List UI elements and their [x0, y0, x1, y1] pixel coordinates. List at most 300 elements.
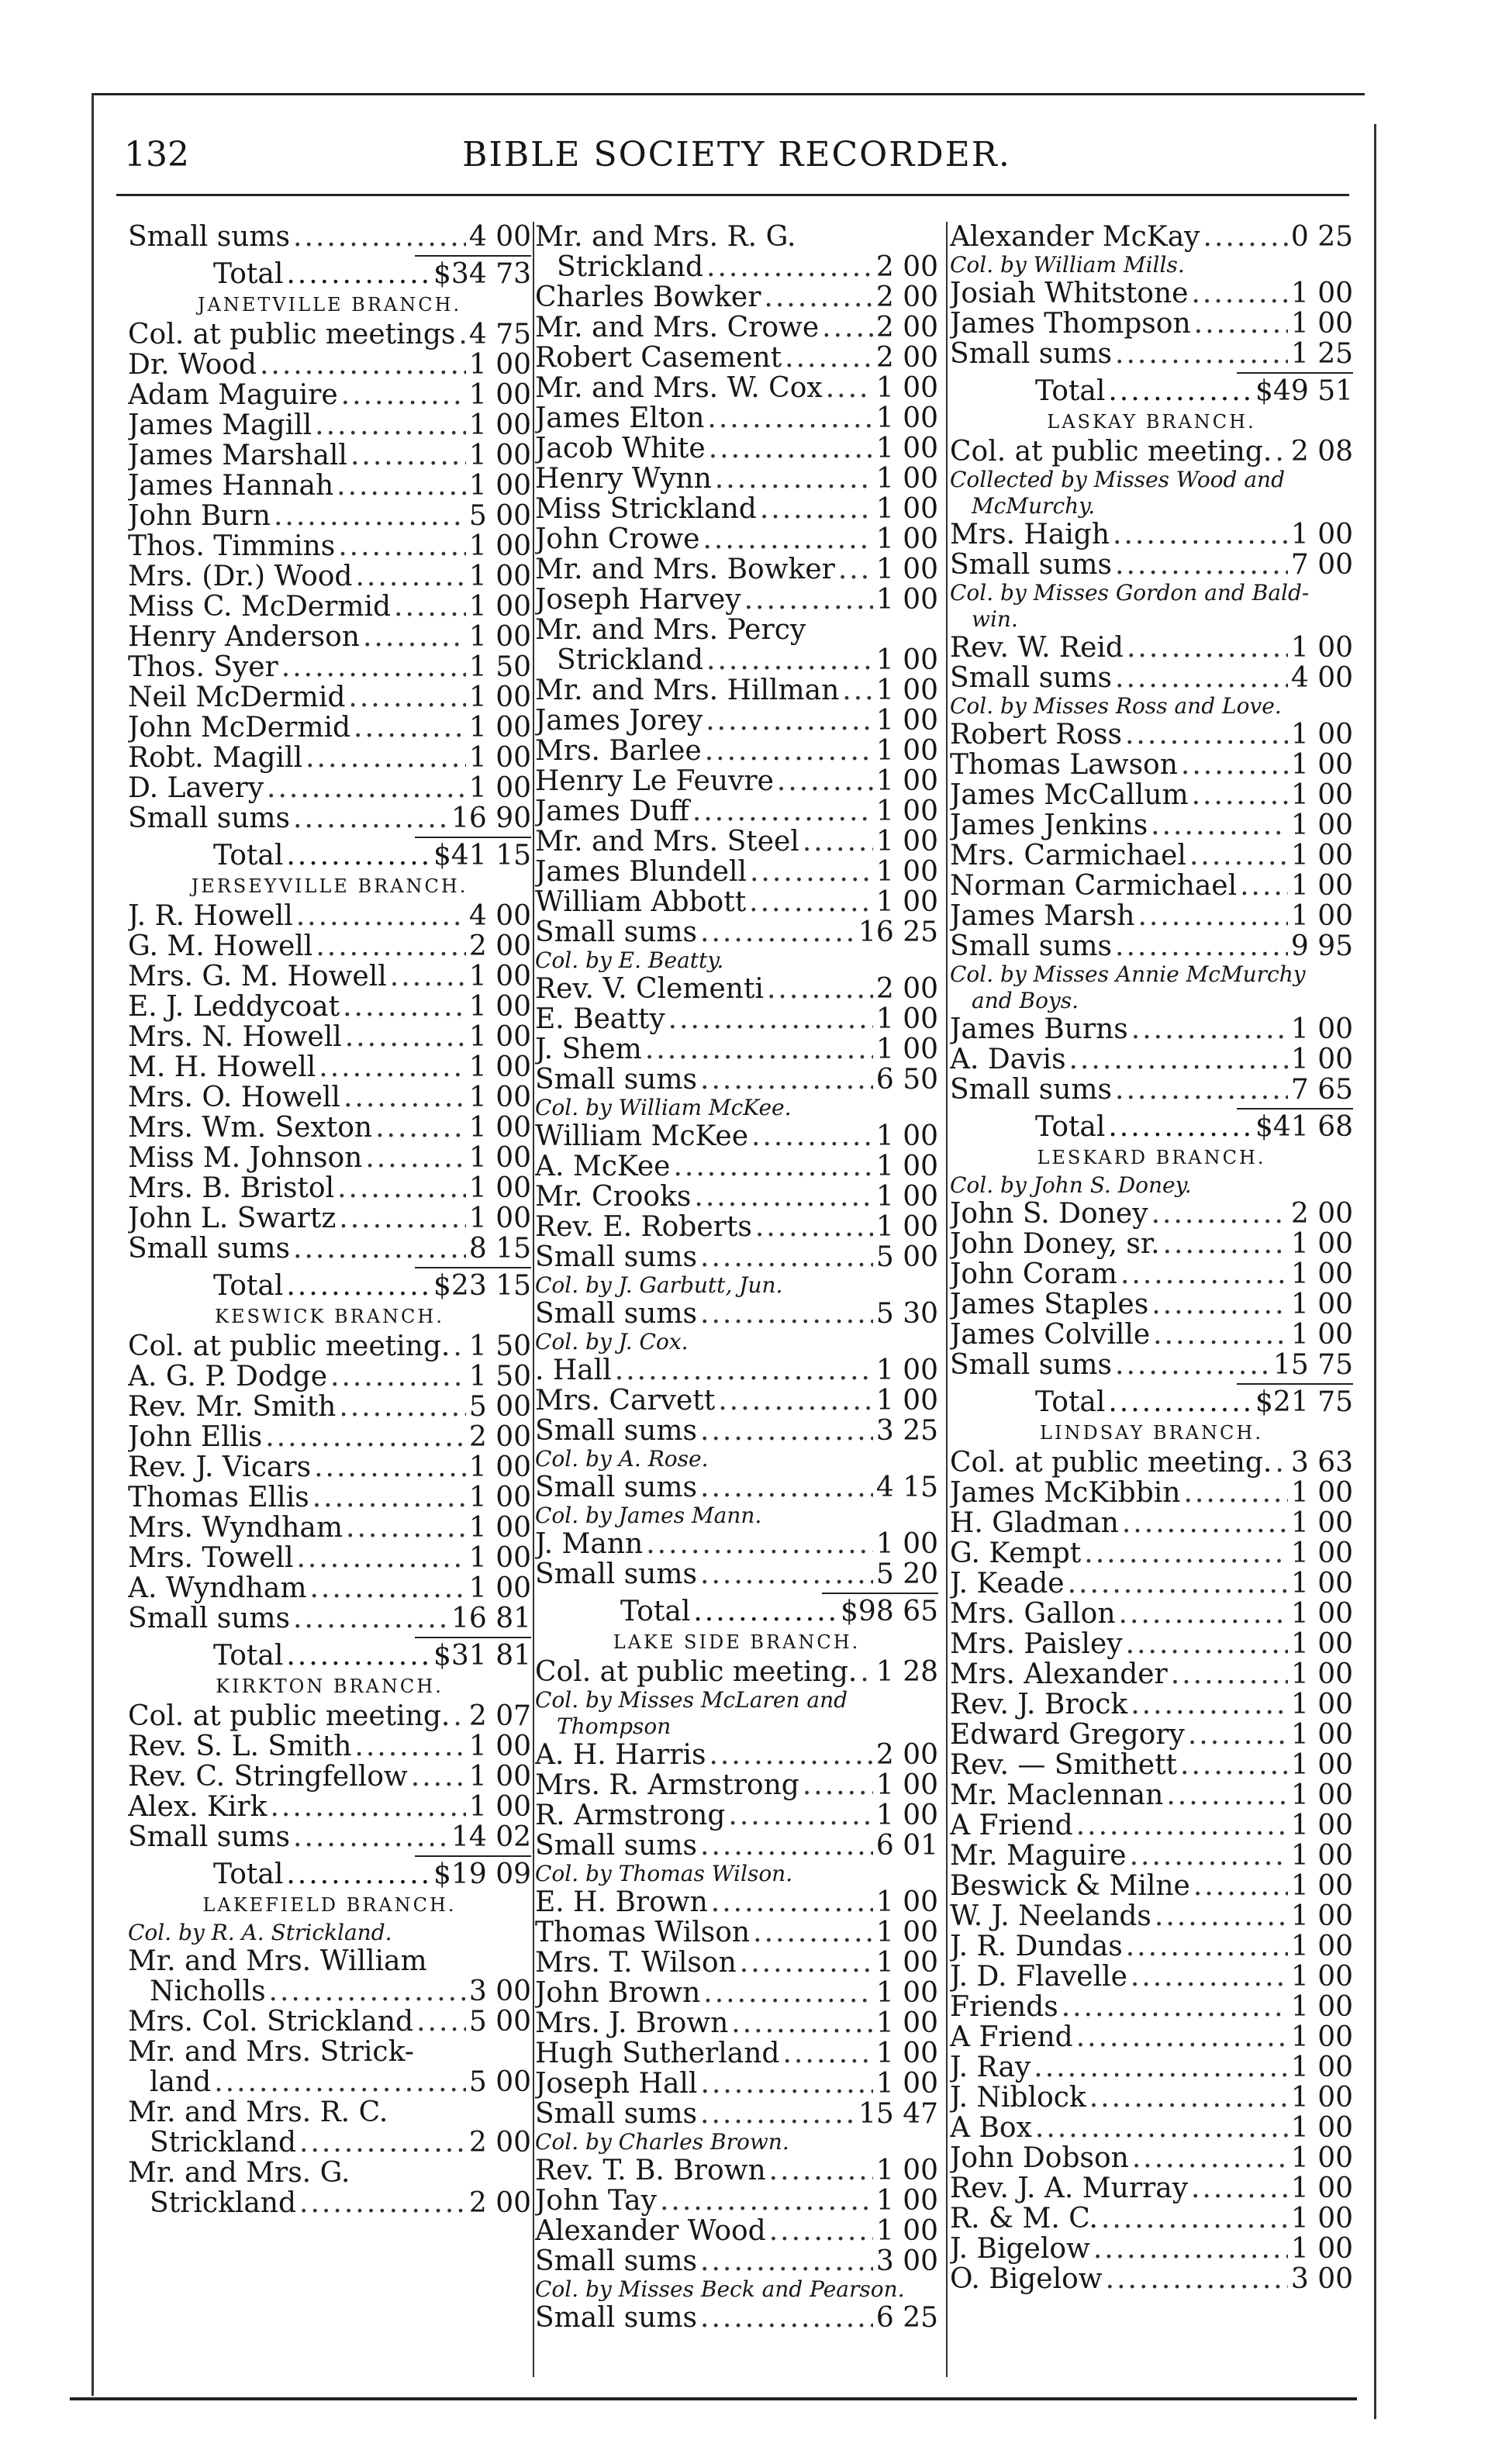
leader-dots	[760, 494, 873, 524]
entry-list	[128, 901, 531, 1264]
total-amount: $41 15	[433, 840, 531, 871]
entry-amount: 1 00	[1290, 1229, 1353, 1259]
entry-amount: 1 00	[1290, 2234, 1353, 2264]
leader-dots	[700, 1831, 873, 1861]
leader-dots	[286, 259, 430, 290]
entry-name: J. Mann	[535, 1529, 644, 1559]
entry-amount: 1 00	[1290, 1259, 1353, 1289]
entry-row	[950, 1229, 1353, 1259]
entry-name: Small sums	[128, 803, 291, 833]
leader-dots	[785, 343, 873, 373]
entry-row	[950, 1629, 1353, 1659]
entry-amount: 1 00	[1290, 1014, 1353, 1044]
entry-name: Mr. and Mrs. R. G.	[535, 222, 796, 252]
collector-note: Thompson	[557, 1713, 671, 1739]
leader-dots	[293, 222, 466, 252]
leader-dots	[286, 1641, 430, 1672]
entry-name: Mr. Crooks	[535, 1182, 692, 1212]
entry-row	[950, 339, 1353, 369]
leader-dots	[706, 645, 873, 675]
entry-amount: 1 00	[875, 1212, 938, 1242]
leader-dots	[1275, 437, 1288, 467]
entry-amount: 1 00	[875, 1887, 938, 1917]
entry-amount: 1 00	[875, 585, 938, 615]
sum-rule	[415, 837, 531, 838]
entry-amount: 1 00	[1290, 1810, 1353, 1841]
entry-row	[128, 2188, 531, 2218]
leader-dots	[1131, 1014, 1288, 1044]
entry-amount: 1 00	[468, 1022, 531, 1052]
total-label: Total	[213, 258, 284, 290]
entry-name: Small sums	[950, 550, 1113, 580]
total-label: Total	[213, 1858, 284, 1890]
entry-amount: 1 00	[1290, 1780, 1353, 1810]
entry-amount: 1 00	[875, 827, 938, 857]
entry-amount: 1 00	[468, 1543, 531, 1573]
entry-amount: 1 00	[875, 706, 938, 736]
leader-dots	[1132, 2143, 1288, 2173]
entry-row	[535, 1800, 938, 1831]
leader-dots	[706, 252, 873, 282]
entry-row	[535, 1355, 938, 1386]
entry-row	[128, 319, 531, 350]
entry-name: Joseph Hall	[535, 2069, 698, 2099]
entry-row	[950, 2234, 1353, 2264]
leader-dots	[700, 1065, 873, 1095]
entry-amount: 4 00	[468, 901, 531, 931]
entry-name: R. & M. C.	[950, 2203, 1098, 2234]
leader-dots	[265, 1422, 466, 1452]
leader-dots	[753, 1917, 873, 1948]
leader-dots	[1115, 663, 1288, 693]
entry-amount: 1 00	[875, 2155, 938, 2186]
entry-name: Small sums	[535, 1299, 698, 1329]
leader-dots	[337, 471, 466, 501]
entry-name: Mrs. G. M. Howell	[128, 961, 387, 992]
leader-dots	[1131, 1689, 1288, 1720]
entry-name: Mr. and Mrs. Percy	[535, 615, 806, 645]
page-number: 132	[124, 135, 189, 174]
entry-name: Henry Wynn	[535, 464, 712, 494]
entry-name: M. H. Howell	[128, 1052, 316, 1082]
entry-name: Rev. C. Stringfellow	[128, 1762, 408, 1792]
leader-dots	[296, 901, 466, 931]
entry-name: John Brown	[535, 1978, 701, 2008]
entry-amount: 5 00	[875, 1242, 938, 1272]
entry-name: Miss C. McDermid	[128, 592, 392, 622]
entry-amount: 1 00	[468, 743, 531, 773]
collector-note: and Boys.	[972, 988, 1079, 1013]
entry-row	[535, 1121, 938, 1151]
bottom-rule	[70, 2397, 1357, 2400]
branch-heading: LINDSAY BRANCH.	[1040, 1422, 1263, 1444]
entry-row	[128, 1331, 531, 1361]
entry-name: Mrs. T. Wilson	[535, 1948, 737, 1978]
entry-amount: 1 00	[1290, 2113, 1353, 2143]
leader-dots	[339, 1203, 466, 1234]
entry-row	[535, 343, 938, 373]
entry-amount: 1 00	[875, 736, 938, 766]
entry-amount: 1 00	[1290, 901, 1353, 931]
leader-dots	[1130, 1841, 1288, 1871]
entry-amount: 1 00	[468, 713, 531, 743]
entry-list	[535, 1529, 938, 1589]
leader-dots	[728, 1800, 872, 1831]
leader-dots	[1034, 2052, 1288, 2083]
entry-row	[128, 901, 531, 931]
entry-row	[950, 1478, 1353, 1508]
entry-row	[128, 1701, 531, 1731]
entry-amount: 1 00	[468, 440, 531, 471]
entry-row	[535, 1299, 938, 1329]
entry-row	[535, 373, 938, 403]
entry-amount: 1 00	[875, 1978, 938, 2008]
entry-amount: 2 00	[1290, 1199, 1353, 1229]
entry-name: Col. at public meeting.	[950, 437, 1272, 467]
entry-name: G. Kempt	[950, 1538, 1082, 1568]
entry-row	[535, 827, 938, 857]
sum-rule	[415, 1267, 531, 1268]
entry-name: Alex. Kirk	[128, 1792, 268, 1822]
entry-name: James Blundell	[535, 857, 747, 887]
leader-dots	[286, 1271, 430, 1302]
entry-amount: 4 00	[1290, 663, 1353, 693]
entry-row	[535, 2186, 938, 2216]
entry-name: William McKee	[535, 1121, 749, 1151]
entry-amount: 1 00	[875, 524, 938, 554]
leader-dots	[348, 682, 465, 713]
entry-row	[950, 550, 1353, 580]
entry-amount: 1 00	[1290, 1689, 1353, 1720]
entry-amount: 16 25	[858, 917, 938, 947]
leader-dots	[822, 312, 873, 343]
entry-name: Henry Le Feuvre	[535, 766, 774, 796]
entry-row	[535, 403, 938, 433]
entry-list	[128, 222, 531, 252]
leader-dots	[214, 2067, 466, 2097]
entry-name: A. H. Harris	[535, 1740, 706, 1770]
header-rule	[116, 194, 1349, 196]
entry-amount: 1 00	[875, 1151, 938, 1182]
entry-row	[535, 433, 938, 464]
entry-name: Strickland	[557, 645, 704, 675]
collector-note: Col. by J. Cox.	[535, 1329, 689, 1355]
entry-name: J. D. Flavelle	[950, 1962, 1127, 1992]
entry-amount: 1 00	[468, 1082, 531, 1113]
leader-dots	[306, 743, 466, 773]
entry-amount: 2 00	[468, 2128, 531, 2158]
entry-name: James Colville	[950, 1320, 1151, 1350]
entry-name: Mrs. J. Brown	[535, 2008, 729, 2038]
entry-amount: 1 00	[468, 961, 531, 992]
leader-dots	[319, 1052, 466, 1082]
entry-amount: 1 00	[1290, 1508, 1353, 1538]
entry-row	[128, 1452, 531, 1482]
left-border	[91, 93, 94, 2396]
entry-row	[535, 312, 938, 343]
entry-amount: 2 00	[468, 1422, 531, 1452]
leader-dots	[341, 380, 466, 410]
leader-dots	[645, 1034, 873, 1065]
entry-amount: 1 00	[1290, 1568, 1353, 1599]
entry-name: J. Niblock	[950, 2083, 1086, 2113]
entry-name: Mrs. Barlee	[535, 736, 702, 766]
entry-amount: 1 00	[468, 410, 531, 440]
leader-dots	[411, 1762, 466, 1792]
entry-list	[950, 720, 1353, 961]
entry-row	[950, 222, 1353, 252]
total-label: Total	[1035, 375, 1106, 407]
branch-heading: KESWICK BRANCH.	[215, 1306, 444, 1327]
entry-row	[950, 1599, 1353, 1629]
entry-name: Henry Anderson	[128, 622, 360, 652]
leader-dots	[1125, 720, 1288, 750]
leader-dots	[293, 803, 448, 833]
entry-name: Mrs. Paisley	[950, 1629, 1123, 1659]
entry-amount: 1 00	[875, 2069, 938, 2099]
entry-row	[950, 750, 1353, 780]
entry-amount: 4 15	[875, 1472, 938, 1503]
entry-amount: 5 00	[468, 501, 531, 531]
entry-row	[950, 2022, 1353, 2052]
entry-amount: 1 00	[468, 1513, 531, 1543]
entry-row	[128, 2007, 531, 2037]
entry-amount: 1 50	[468, 652, 531, 682]
leader-dots	[270, 1792, 465, 1822]
entry-row	[535, 1242, 938, 1272]
leader-dots	[693, 1596, 837, 1627]
entry-row	[535, 766, 938, 796]
entry-row	[128, 773, 531, 803]
leader-dots	[1138, 901, 1287, 931]
entry-row	[535, 1034, 938, 1065]
entry-row	[535, 524, 938, 554]
entry-row	[950, 1871, 1353, 1901]
entry-row	[950, 1075, 1353, 1105]
entry-amount: 1 00	[1290, 1992, 1353, 2022]
entry-row	[535, 857, 938, 887]
leader-dots	[803, 827, 873, 857]
entry-amount: 15 47	[858, 2099, 938, 2129]
entry-row	[950, 1508, 1353, 1538]
entry-name: Josiah Whitstone	[950, 278, 1189, 309]
entry-name: Mr. and Mrs. Bowker	[535, 554, 835, 585]
total-row	[128, 1641, 531, 1672]
entry-row	[535, 736, 938, 766]
entry-amount: 1 00	[875, 1529, 938, 1559]
leader-dots	[1115, 550, 1288, 580]
entry-amount: 1 00	[1290, 1289, 1353, 1320]
entry-amount: 1 00	[1290, 1901, 1353, 1931]
entry-amount: 16 81	[451, 1603, 531, 1634]
entry-amount: 1 50	[468, 1331, 531, 1361]
leader-dots	[365, 1143, 466, 1173]
entry-row	[128, 1792, 531, 1822]
entry-amount: 5 20	[875, 1559, 938, 1589]
branch-heading: JANETVILLE BRANCH.	[197, 294, 462, 316]
leader-dots	[700, 1559, 873, 1589]
entry-name: Col. at public meeting.	[128, 1331, 451, 1361]
entry-name: Mr. and Mrs. Hillman	[535, 675, 840, 706]
entry-row	[950, 1659, 1353, 1689]
entry-name: Small sums	[535, 1831, 698, 1861]
leader-dots	[1115, 1350, 1270, 1380]
leader-dots	[354, 1731, 465, 1762]
entry-name: J. Keade	[950, 1568, 1065, 1599]
leader-dots	[751, 1121, 873, 1151]
entry-row	[535, 252, 938, 282]
entry-name: John McDermid	[128, 713, 351, 743]
entry-row	[950, 1841, 1353, 1871]
entry-row	[128, 2158, 531, 2188]
entry-list	[535, 675, 938, 947]
entry-name: James McCallum	[950, 780, 1189, 810]
entry-row	[950, 780, 1353, 810]
entry-name: John L. Swartz	[128, 1203, 337, 1234]
entry-amount: 1 00	[875, 796, 938, 827]
entry-list	[128, 1331, 531, 1634]
entry-amount: 1 00	[468, 773, 531, 803]
entry-list	[535, 2303, 938, 2333]
entry-name: Miss M. Johnson	[128, 1143, 363, 1173]
entry-name: Small sums	[950, 931, 1113, 961]
entry-row	[535, 222, 938, 252]
entry-list	[535, 2155, 938, 2276]
entry-name: G. M. Howell	[128, 931, 313, 961]
leader-dots	[860, 1657, 873, 1687]
leader-dots	[458, 319, 466, 350]
entry-amount: 3 00	[875, 2246, 938, 2276]
column-1	[128, 222, 531, 2385]
entry-row	[535, 675, 938, 706]
leader-dots	[709, 433, 873, 464]
sum-rule	[822, 1593, 938, 1594]
leader-dots	[1108, 376, 1252, 407]
entry-row	[128, 1573, 531, 1603]
leader-dots	[660, 2186, 873, 2216]
leader-dots	[338, 531, 466, 561]
entry-amount: 15 75	[1272, 1350, 1353, 1380]
total-amount: $49 51	[1255, 375, 1353, 407]
leader-dots	[1203, 222, 1288, 252]
leader-dots	[416, 2007, 466, 2037]
entry-row	[535, 615, 938, 645]
leader-dots	[299, 2128, 466, 2158]
leader-dots	[1120, 1259, 1288, 1289]
entry-name: Mrs. R. Armstrong	[535, 1770, 799, 1800]
leader-dots	[706, 706, 873, 736]
entry-row	[128, 1234, 531, 1264]
entry-name: Mrs. Gallon	[950, 1599, 1116, 1629]
entry-amount: 2 00	[468, 931, 531, 961]
entry-row	[535, 1740, 938, 1770]
column-separator	[533, 222, 534, 2377]
leader-dots	[709, 1740, 872, 1770]
entry-row	[128, 1392, 531, 1422]
entry-row	[535, 1887, 938, 1917]
sum-rule	[415, 255, 531, 257]
entry-amount: 1 50	[468, 1361, 531, 1392]
collector-note: Col. by Misses McLaren and	[535, 1687, 848, 1713]
entry-amount: 1 00	[875, 1034, 938, 1065]
leader-dots	[1192, 780, 1288, 810]
entry-row	[535, 2038, 938, 2069]
leader-dots	[293, 1822, 448, 1852]
entry-amount: 7 00	[1290, 550, 1353, 580]
entry-row	[535, 554, 938, 585]
entry-amount: 1 00	[468, 471, 531, 501]
entry-row	[128, 1731, 531, 1762]
leader-dots	[1076, 1810, 1288, 1841]
entry-name: Small sums	[535, 2099, 698, 2129]
leader-dots	[700, 1242, 873, 1272]
entry-name: land	[150, 2067, 212, 2097]
entry-row	[950, 720, 1353, 750]
entry-amount: 1 00	[875, 403, 938, 433]
entry-row	[535, 1529, 938, 1559]
leader-dots	[703, 1978, 873, 2008]
entry-name: Robert Ross	[950, 720, 1122, 750]
column-3	[950, 222, 1353, 2385]
entry-name: Beswick & Milne	[950, 1871, 1190, 1901]
sum-rule	[415, 1855, 531, 1857]
entry-name: Rev. J. A. Murray	[950, 2173, 1189, 2203]
leader-dots	[1151, 1289, 1288, 1320]
leader-dots	[1163, 1229, 1288, 1259]
entry-name: Small sums	[535, 1065, 698, 1095]
entry-row	[535, 2216, 938, 2246]
entry-list	[950, 222, 1353, 252]
entry-row	[535, 1657, 938, 1687]
leader-dots	[346, 1513, 466, 1543]
leader-dots	[1119, 1599, 1288, 1629]
total-row	[128, 840, 531, 871]
entry-amount: 3 00	[1290, 2264, 1353, 2294]
total-label: Total	[620, 1596, 691, 1627]
entry-row	[950, 1448, 1353, 1478]
entry-row	[535, 1151, 938, 1182]
leader-dots	[314, 1452, 466, 1482]
total-amount: $31 81	[433, 1640, 531, 1672]
entry-row	[950, 2173, 1353, 2203]
entry-row	[535, 645, 938, 675]
entry-list	[535, 1887, 938, 2129]
entry-row	[128, 1422, 531, 1452]
entry-name: Rev. S. L. Smith	[128, 1731, 352, 1762]
entry-row	[950, 663, 1353, 693]
entry-name: Col. at public meeting.	[535, 1657, 858, 1687]
entry-row	[128, 803, 531, 833]
entry-name: Mrs. Haigh	[950, 519, 1110, 550]
leader-dots	[1093, 2234, 1288, 2264]
entry-row	[128, 1543, 531, 1573]
leader-dots	[343, 992, 466, 1022]
entry-amount: 2 00	[875, 252, 938, 282]
entry-row	[535, 1004, 938, 1034]
leader-dots	[1191, 2173, 1288, 2203]
entry-amount: 1 00	[1290, 1320, 1353, 1350]
entry-row	[128, 1022, 531, 1052]
entry-row	[950, 901, 1353, 931]
leader-dots	[694, 1182, 872, 1212]
entry-row	[128, 2128, 531, 2158]
leader-dots	[312, 1482, 466, 1513]
entry-amount: 1 00	[875, 1004, 938, 1034]
leader-dots	[1180, 1750, 1288, 1780]
entry-amount: 1 00	[1290, 309, 1353, 339]
leader-dots	[1115, 931, 1288, 961]
leader-dots	[750, 857, 873, 887]
